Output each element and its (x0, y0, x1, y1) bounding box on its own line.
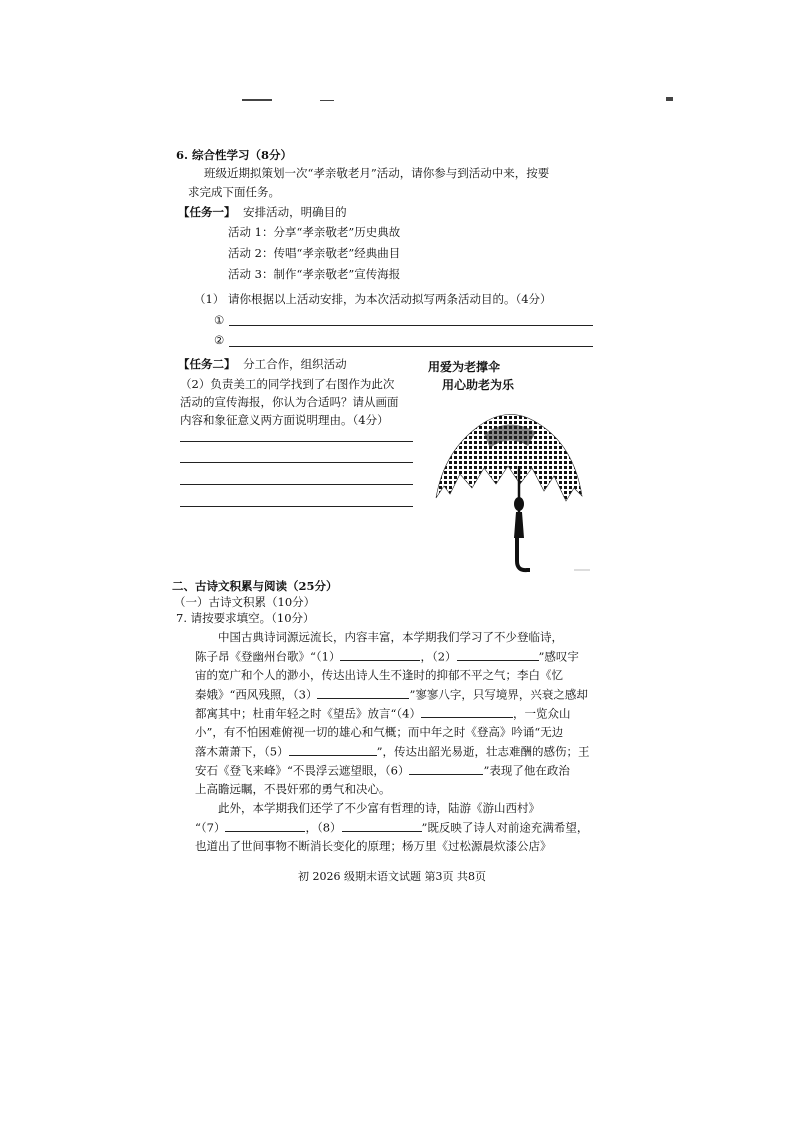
section2-subheading: （一）古诗文积累（10分） (174, 595, 316, 609)
q7-title: 7. 请按要求填空。（10分） (176, 611, 315, 625)
q7-para1-line: 中国古典诗词源远流长，内容丰富，本学期我们学习了不少登临诗， (218, 630, 563, 644)
fill-blank-8[interactable] (342, 819, 422, 832)
task2-text: 分工合作，组织活动 (243, 357, 347, 371)
task2-label: 【任务二】 (178, 357, 236, 371)
fill-blank-1[interactable] (340, 648, 420, 661)
q7-para1-line: 落木萧萧下，（5） ”，传达出韶光易逝，壮志难酬的感伤；王 (195, 744, 590, 759)
scan-mark-top-2 (320, 100, 334, 101)
activity-item: 活动 2：传唱“孝亲敬老”经典曲目 (228, 246, 401, 260)
poster-image (424, 356, 592, 584)
section2-heading: 二、古诗文积累与阅读（25分） (172, 579, 338, 593)
scan-mark-top (242, 99, 272, 101)
q7-para1-line: 宙的宽广和个人的渺小，传达出诗人生不逢时的抑郁不平之气；李白《忆 (195, 668, 563, 682)
activity-item: 活动 3：制作“孝亲敬老”宣传海报 (228, 267, 401, 281)
answer-line-2[interactable] (229, 346, 593, 347)
fill-blank-6[interactable] (409, 762, 483, 775)
q6-intro-line1: 班级近期拟策划一次“孝亲敬老月”活动，请你参与到活动中来，按要 (204, 166, 550, 180)
q7-para2-line: 也道出了世间事物不断消长变化的原理；杨万里《过松源晨炊漆公店》 (195, 839, 552, 853)
answer-line-3[interactable] (180, 441, 413, 442)
q7-para1-line: 小”，有不怕困难俯视一切的雄心和气概；而中年之时《登高》吟诵“无边 (195, 725, 564, 739)
answer-marker-2: ② (214, 333, 225, 347)
q6-sub2-line: 活动的宣传海报，你认为合适吗？请从画面 (180, 395, 399, 409)
q7-para1-line: 都寓其中；杜甫年轻之时《望岳》放言“（4） ，一览众山 (195, 706, 571, 721)
fill-blank-7[interactable] (225, 819, 305, 832)
task2-heading (178, 356, 347, 372)
fill-blank-3[interactable] (317, 686, 409, 699)
fill-blank-4[interactable] (421, 705, 513, 718)
task1-label: 【任务一】 (178, 205, 236, 219)
q7-para2-line: “（7） ，（8） ”既反映了诗人对前途充满希望， (195, 820, 589, 835)
q7-para1-line: 陈子昂《登幽州台歌》“（1） ，（2） ”感叹宇 (195, 649, 579, 664)
task1-heading (178, 204, 347, 220)
q7-para1-line: 上高瞻远瞩，不畏奸邪的勇气和决心。 (195, 782, 391, 796)
answer-line-5[interactable] (180, 484, 413, 485)
q6-intro-line2: 求完成下面任务。 (188, 185, 280, 199)
task1-text: 安排活动，明确目的 (243, 205, 347, 219)
poster-slogan-1: 用爱为老撑伞 (428, 360, 501, 374)
q7-para1-line: 秦娥》“西风残照，（3） ”寥寥八字，只写境界，兴衰之感却 (195, 687, 588, 702)
page-footer: 初 2026 级期末语文试题 第3页 共8页 (298, 870, 486, 883)
q6-sub2-line: 内容和象征意义两方面说明理由。（4分） (180, 413, 389, 427)
q6-sub1-prompt: （1） 请你根据以上活动安排，为本次活动拟写两条活动目的。（4分） (194, 292, 552, 306)
q7-para2-line: 此外，本学期我们还学了不少富有哲理的诗，陆游《游山西村》 (218, 801, 540, 815)
q7-para1-line: 安石《登飞来峰》“不畏浮云遮望眼，（6） ”表现了他在政治 (195, 763, 570, 778)
answer-line-4[interactable] (180, 462, 413, 463)
q6-title: 6. 综合性学习（8分） (176, 148, 293, 162)
umbrella-illustration (424, 356, 592, 584)
fill-blank-2[interactable] (457, 648, 539, 661)
answer-line-1[interactable] (229, 325, 593, 326)
poster-slogan-2: 用心助老为乐 (442, 378, 515, 392)
activity-item: 活动 1：分享“孝亲敬老”历史典故 (228, 225, 401, 239)
answer-marker-1: ① (214, 313, 225, 327)
answer-line-6[interactable] (180, 506, 413, 507)
scan-mark-corner (666, 97, 673, 101)
q6-sub2-line: （2）负责美工的同学找到了右图作为此次 (180, 377, 395, 391)
fill-blank-5[interactable] (289, 743, 377, 756)
